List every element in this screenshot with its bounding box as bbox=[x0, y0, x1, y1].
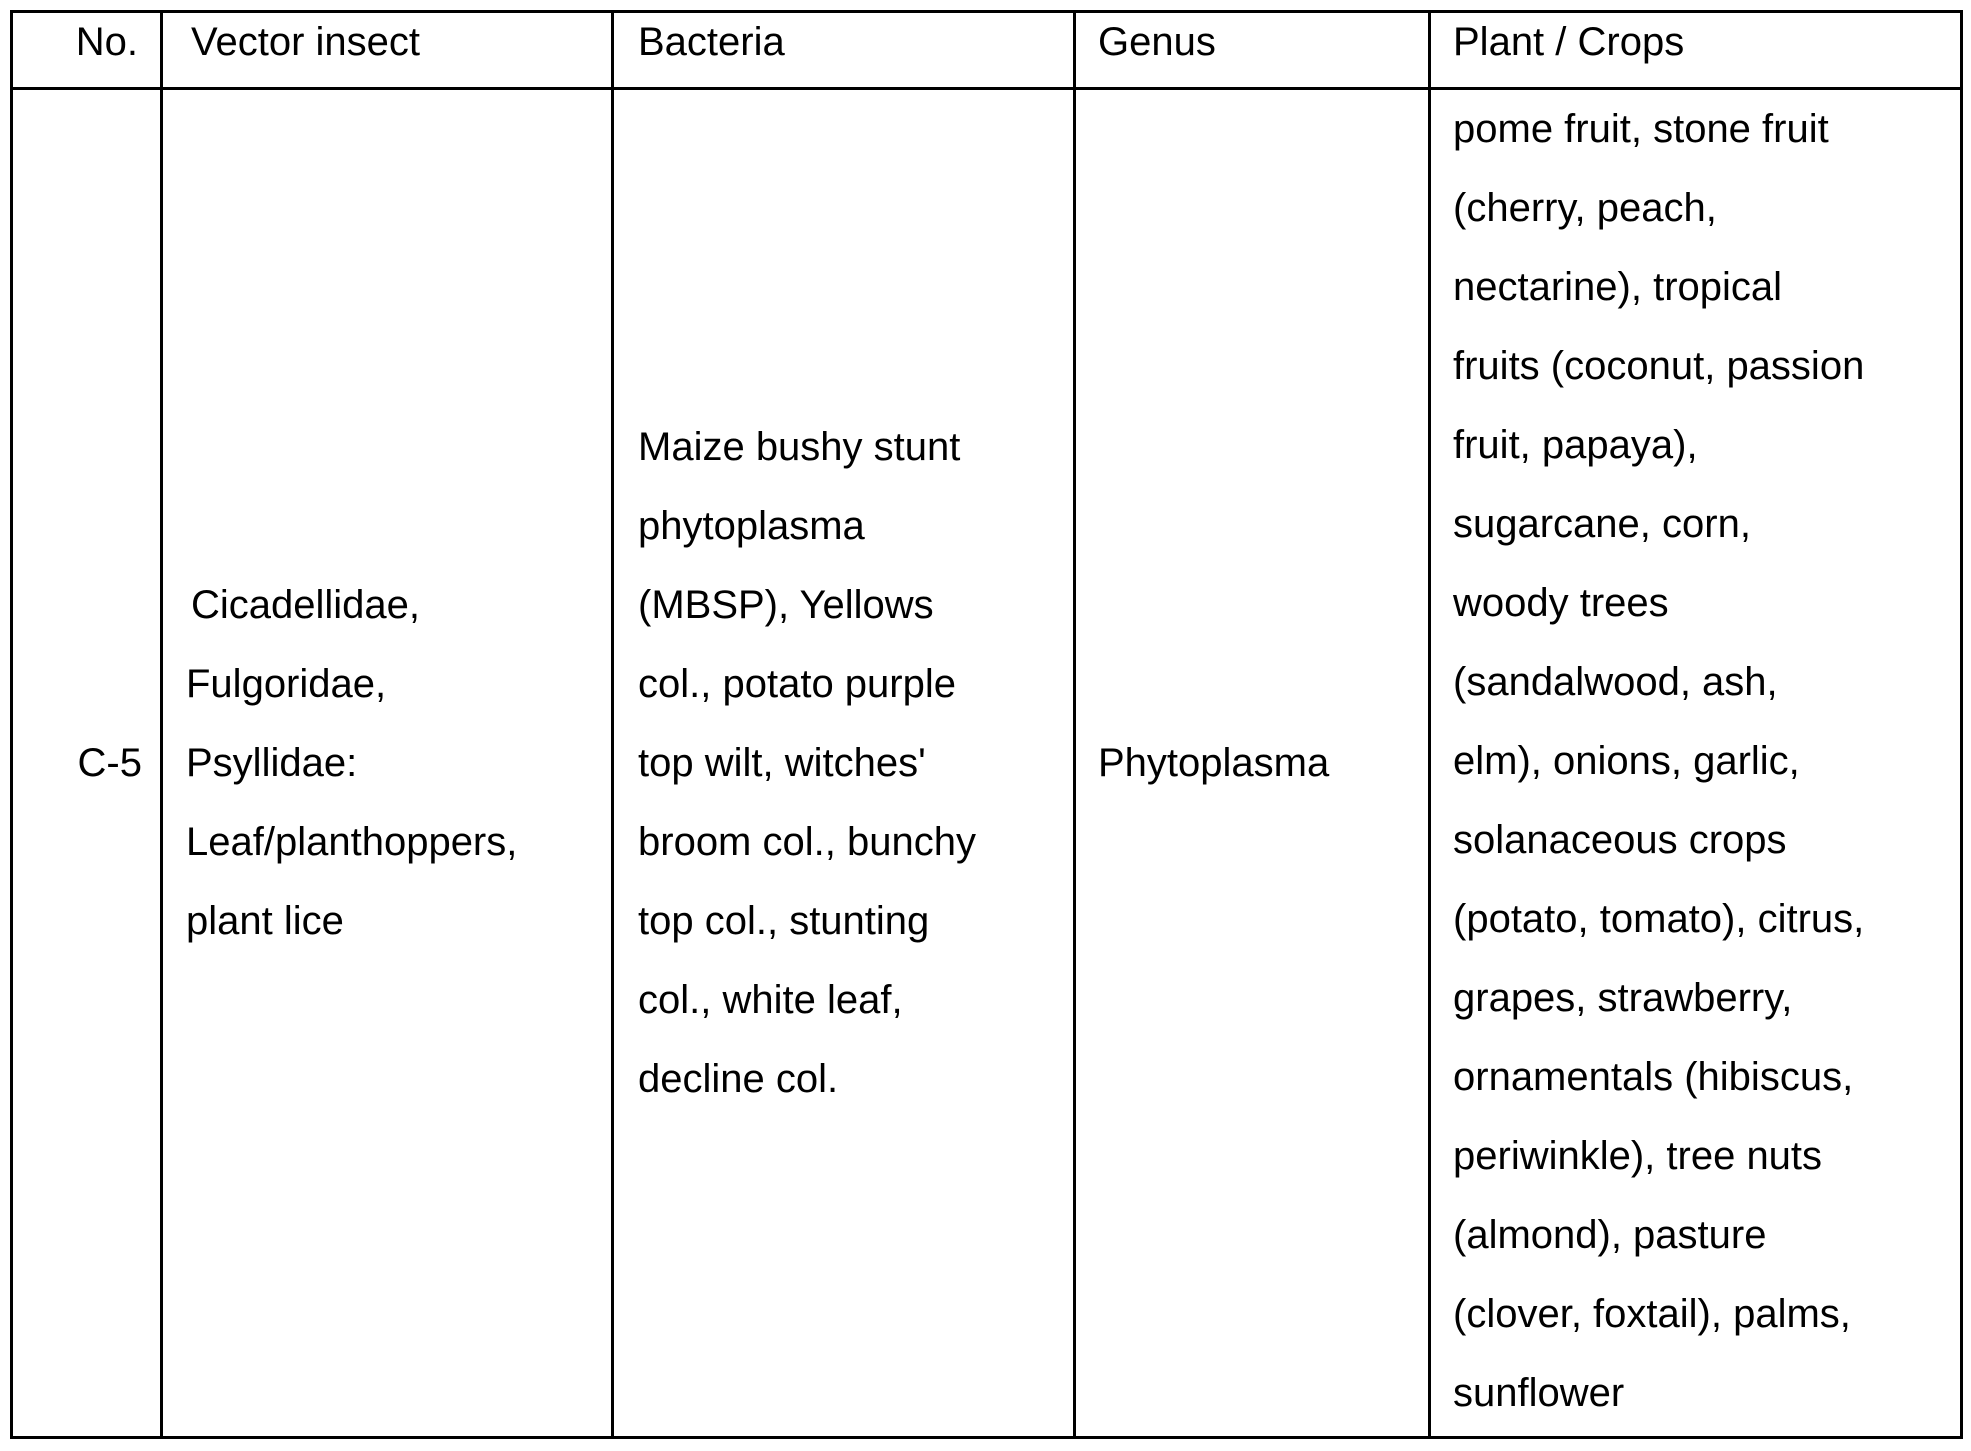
plant-crops-line: sunflower bbox=[1453, 1371, 1625, 1415]
plant-crops-line: grapes, strawberry, bbox=[1453, 976, 1793, 1020]
bacteria-line: col., white leaf, bbox=[638, 977, 903, 1022]
plant-crops-line: pome fruit, stone fruit bbox=[1453, 107, 1829, 151]
header-bacteria: Bacteria bbox=[613, 12, 1075, 89]
plant-crops-line: sugarcane, corn, bbox=[1453, 502, 1751, 546]
vector-insect-line: Leaf/planthoppers, bbox=[186, 819, 518, 864]
cell-vector-insect bbox=[162, 89, 613, 1438]
bacteria-line: top col., stunting bbox=[638, 898, 930, 943]
bacteria-line: Maize bushy stunt bbox=[638, 424, 961, 469]
bacteria-line: phytoplasma bbox=[638, 503, 865, 548]
plant-crops-line: fruits (coconut, passion bbox=[1453, 344, 1865, 388]
plant-crops-line: (sandalwood, ash, bbox=[1453, 660, 1778, 704]
bacteria-line: (MBSP), Yellows bbox=[638, 582, 934, 627]
table-row bbox=[12, 89, 1962, 1438]
plant-crops-line: ornamentals (hibiscus, bbox=[1453, 1055, 1854, 1099]
vector-insect-line: plant lice bbox=[186, 898, 344, 943]
plant-crops-line: (potato, tomato), citrus, bbox=[1453, 897, 1865, 941]
header-vector-insect: Vector insect bbox=[162, 12, 613, 89]
cell-plant-crops bbox=[1430, 89, 1962, 1438]
table-body bbox=[12, 89, 1962, 1438]
plant-crops-line: (clover, foxtail), palms, bbox=[1453, 1292, 1851, 1336]
header-genus: Genus bbox=[1075, 12, 1430, 89]
plant-crops-line: woody trees bbox=[1453, 581, 1669, 625]
bacteria-line: decline col. bbox=[638, 1056, 839, 1101]
vector-insect-line: Psyllidae: bbox=[186, 740, 358, 785]
vector-bacteria-table bbox=[10, 10, 1963, 1439]
plant-crops-line: fruit, papaya), bbox=[1453, 423, 1698, 467]
header-no: No. bbox=[12, 12, 162, 89]
bacteria-line: col., potato purple bbox=[638, 661, 956, 706]
plant-crops-line: (almond), pasture bbox=[1453, 1213, 1767, 1257]
bacteria-line: top wilt, witches' bbox=[638, 740, 926, 785]
table-header bbox=[12, 12, 1962, 89]
cell-bacteria bbox=[613, 89, 1075, 1438]
vector-insect-line: Fulgoridae, bbox=[186, 661, 387, 706]
header-row bbox=[12, 12, 1962, 89]
plant-crops-line: periwinkle), tree nuts bbox=[1453, 1134, 1823, 1178]
plant-crops-line: nectarine), tropical bbox=[1453, 265, 1783, 309]
plant-crops-line: solanaceous crops bbox=[1453, 818, 1787, 862]
cell-no: C-5 bbox=[12, 89, 162, 1438]
plant-crops-line: elm), onions, garlic, bbox=[1453, 739, 1800, 783]
header-plant-crops: Plant / Crops bbox=[1430, 12, 1962, 89]
vector-insect-line: Cicadellidae, bbox=[191, 582, 421, 627]
bacteria-line: broom col., bunchy bbox=[638, 819, 976, 864]
plant-crops-line: (cherry, peach, bbox=[1453, 186, 1717, 230]
cell-genus: Phytoplasma bbox=[1075, 89, 1430, 1438]
